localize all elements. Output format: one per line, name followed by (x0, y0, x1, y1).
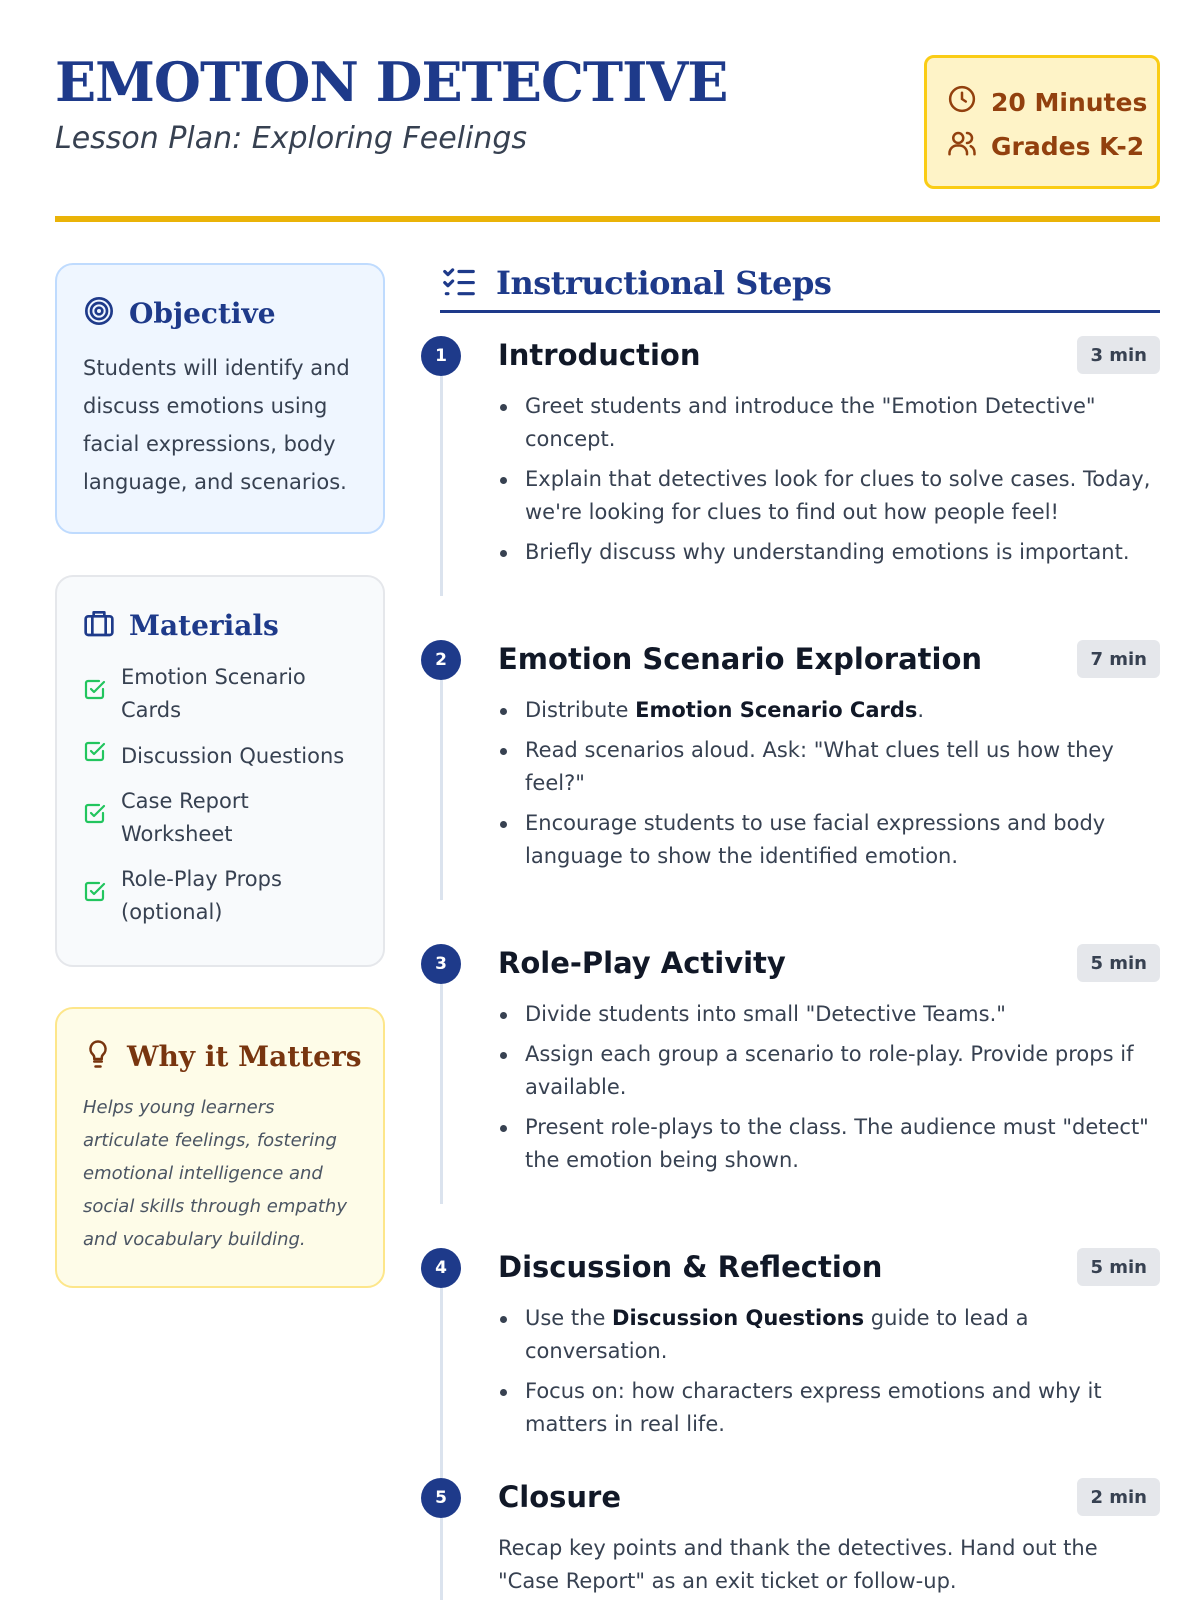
objective-text: Students will identify and discuss emotions using facial expressions, body language, and scenarios. (83, 356, 350, 494)
step-bullet: Assign each group a scenario to role-play. Provide props if available. (498, 1038, 1160, 1104)
step-bullet: Present role-plays to the class. The audience must "detect" the emotion being shown. (498, 1111, 1160, 1177)
step-bullet: Divide students into small "Detective Teams." (498, 998, 1160, 1031)
bullet-text: Use the (525, 1306, 613, 1330)
duration-label: 20 Minutes (991, 87, 1148, 117)
step-text: Recap key points and thank the detectives. Hand out the "Case Report" as an exit ticket or follow-up. (498, 1536, 1098, 1593)
step-body (498, 390, 1160, 576)
step-item (421, 640, 1160, 910)
material-item (83, 661, 357, 727)
step-duration-badge: 2 min (1077, 1478, 1160, 1516)
briefcase-icon (83, 607, 115, 643)
timeline-line (440, 376, 443, 596)
step-bullets (498, 1302, 1160, 1441)
why-heading: Why it Matters (127, 1039, 362, 1073)
step-item (421, 1248, 1160, 1448)
step-duration-badge: 5 min (1077, 944, 1160, 982)
material-item (83, 739, 357, 773)
target-icon (83, 295, 115, 331)
step-bullet: Encourage students to use facial expressions and body language to show the identified emotion. (498, 807, 1160, 873)
page-title: EMOTION DETECTIVE (55, 50, 728, 114)
step-number: 1 (421, 336, 461, 376)
objective-heading: Objective (129, 296, 276, 330)
why-text: Helps young learners articulate feelings, fostering emotional intelligence and social skills through empathy and vocabulary building. (83, 1097, 347, 1250)
step-title: Introduction (498, 338, 701, 372)
checklist-icon (440, 262, 478, 304)
materials-list (83, 661, 357, 929)
step-bullet (498, 1302, 1160, 1368)
step-bullet: Focus on: how characters express emotions and why it matters in real life. (498, 1375, 1160, 1441)
timeline-line (440, 1288, 443, 1478)
page-subtitle: Lesson Plan: Exploring Feelings (55, 121, 528, 156)
duration-row (947, 80, 1148, 124)
material-label: Discussion Questions (121, 743, 345, 768)
step-item (421, 944, 1160, 1214)
bullet-text: guide to lead a conversation. (525, 1306, 1029, 1363)
material-reference: Discussion Questions (612, 1306, 865, 1330)
lesson-meta-box (924, 55, 1160, 189)
step-bullet: Briefly discuss why understanding emotions is important. (498, 536, 1160, 569)
step-duration-badge: 7 min (1077, 640, 1160, 678)
grades-row (947, 124, 1145, 168)
material-item (83, 863, 357, 929)
step-item (421, 336, 1160, 596)
step-title: Emotion Scenario Exploration (498, 642, 983, 676)
step-bullets (498, 390, 1160, 569)
materials-card (55, 575, 385, 967)
check-square-icon (83, 801, 107, 835)
bullet-text: . (917, 698, 925, 722)
timeline-line (440, 680, 443, 900)
step-bullets (498, 694, 1160, 873)
materials-header (83, 607, 357, 643)
check-square-icon (83, 879, 107, 913)
step-body (498, 694, 1160, 880)
step-duration-badge: 3 min (1077, 336, 1160, 374)
clock-icon (947, 84, 977, 120)
check-square-icon (83, 739, 107, 773)
material-label: Role-Play Props (optional) (121, 867, 282, 924)
step-item (421, 1478, 1160, 1600)
why-header (83, 1039, 362, 1073)
lightbulb-icon (83, 1039, 113, 1073)
steps-header (440, 263, 1160, 313)
materials-heading: Materials (129, 608, 279, 642)
header-divider (55, 216, 1160, 222)
step-bullets (498, 998, 1160, 1177)
step-bullet: Greet students and introduce the "Emotion Detective" concept. (498, 390, 1160, 456)
objective-header (83, 295, 357, 331)
page-header (55, 50, 1160, 225)
bullet-text: Distribute (525, 698, 636, 722)
step-bullet: Read scenarios aloud. Ask: "What clues tell us how they feel?" (498, 734, 1160, 800)
timeline-line (440, 1518, 443, 1600)
material-reference: Emotion Scenario Cards (635, 698, 918, 722)
step-bullet: Explain that detectives look for clues to solve cases. Today, we're looking for clues to find out how people feel! (498, 463, 1160, 529)
check-square-icon (83, 677, 107, 711)
material-label: Emotion Scenario Cards (121, 665, 306, 722)
step-number: 5 (421, 1478, 461, 1518)
steps-heading: Instructional Steps (496, 263, 832, 302)
step-duration-badge: 5 min (1077, 1248, 1160, 1286)
step-title: Role-Play Activity (498, 946, 786, 980)
objective-card (55, 263, 385, 534)
step-body (498, 998, 1160, 1184)
timeline-line (440, 984, 443, 1204)
step-number: 4 (421, 1248, 461, 1288)
step-number: 2 (421, 640, 461, 680)
step-number: 3 (421, 944, 461, 984)
step-title: Discussion & Reflection (498, 1250, 883, 1284)
step-body (498, 1532, 1160, 1598)
step-bullet (498, 694, 1160, 727)
why-it-matters-card (55, 1007, 385, 1288)
material-label: Case Report Worksheet (121, 789, 249, 846)
users-icon (947, 128, 977, 164)
material-item (83, 785, 357, 851)
step-body (498, 1302, 1160, 1448)
step-title: Closure (498, 1480, 622, 1514)
grades-label: Grades K-2 (991, 131, 1145, 161)
